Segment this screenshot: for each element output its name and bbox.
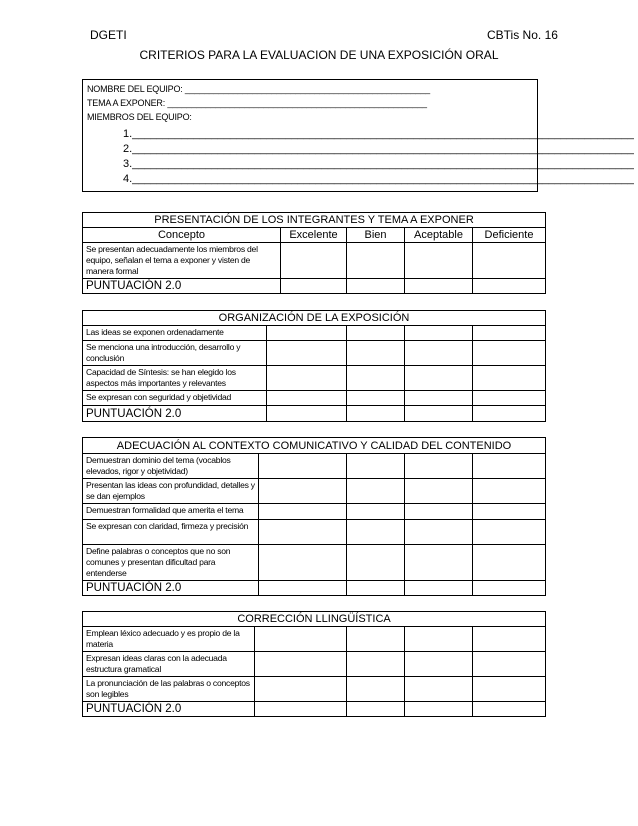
rating-cell[interactable]	[473, 479, 546, 504]
rating-cell[interactable]	[473, 627, 546, 652]
score-cell[interactable]	[405, 581, 473, 596]
rating-cell[interactable]	[255, 627, 347, 652]
rating-cell[interactable]	[347, 627, 405, 652]
page-title: CRITERIOS PARA LA EVALUACION DE UNA EXPOSICIÓN ORAL	[139, 48, 499, 62]
rating-cell[interactable]	[405, 520, 473, 545]
criterion: Se presentan adecuadamente los miembros del equipo, señalan el tema a exponer y visten de manera formal	[83, 243, 281, 279]
score-cell[interactable]	[267, 406, 347, 422]
rating-cell[interactable]	[405, 627, 473, 652]
rating-cell[interactable]	[347, 341, 405, 366]
rating-cell[interactable]	[255, 677, 347, 702]
score-label: PUNTUACIÓN 2.0	[83, 279, 281, 294]
score-cell[interactable]	[347, 581, 405, 596]
score-cell[interactable]	[473, 581, 546, 596]
criterion: La pronunciación de las palabras o conceptos son legibles	[83, 677, 255, 702]
criterion: Se expresan con seguridad y objetividad	[83, 391, 267, 406]
rating-cell[interactable]	[259, 520, 347, 545]
rating-cell[interactable]	[405, 652, 473, 677]
score-cell[interactable]	[405, 279, 473, 294]
rating-cell[interactable]	[473, 391, 546, 406]
section-correccion	[82, 611, 546, 717]
rating-cell[interactable]	[473, 243, 546, 279]
rating-cell[interactable]	[255, 652, 347, 677]
rating-cell[interactable]	[259, 545, 347, 581]
rating-cell[interactable]	[473, 341, 546, 366]
rating-cell[interactable]	[267, 341, 347, 366]
section-title: ADECUACIÓN AL CONTEXTO COMUNICATIVO Y CALIDAD DEL CONTENIDO	[83, 438, 546, 454]
section-adecuacion	[82, 437, 546, 596]
score-label: PUNTUACIÓN 2.0	[83, 702, 255, 717]
criterion: Expresan ideas claras con la adecuada estructura gramatical	[83, 652, 255, 677]
rating-cell[interactable]	[259, 504, 347, 520]
rating-cell[interactable]	[405, 391, 473, 406]
member-2-field[interactable]: 2.__________________________________________________________________________________	[123, 143, 634, 155]
rating-cell[interactable]	[347, 545, 405, 581]
rating-cell[interactable]	[347, 454, 405, 479]
column-deficiente: Deficiente	[473, 228, 546, 243]
rating-cell[interactable]	[347, 366, 405, 391]
rating-cell[interactable]	[347, 391, 405, 406]
rating-cell[interactable]	[405, 454, 473, 479]
rating-cell[interactable]	[405, 677, 473, 702]
score-cell[interactable]	[473, 279, 546, 294]
rating-cell[interactable]	[347, 504, 405, 520]
column-bien: Bien	[347, 228, 405, 243]
rating-cell[interactable]	[347, 479, 405, 504]
rating-cell[interactable]	[405, 479, 473, 504]
score-cell[interactable]	[473, 406, 546, 422]
rating-cell[interactable]	[405, 366, 473, 391]
rating-cell[interactable]	[405, 545, 473, 581]
rating-cell[interactable]	[267, 326, 347, 341]
section-organizacion	[82, 310, 546, 422]
rating-cell[interactable]	[405, 243, 473, 279]
section-title: ORGANIZACIÓN DE LA EXPOSICIÓN	[83, 311, 546, 326]
section-title: CORRECCIÓN LLINGÜÍSTICA	[83, 612, 546, 627]
score-label: PUNTUACIÓN 2.0	[83, 406, 267, 422]
criterion: Las ideas se exponen ordenadamente	[83, 326, 267, 341]
header-left: DGETI	[90, 28, 127, 42]
score-label: PUNTUACIÓN 2.0	[83, 581, 259, 596]
rating-cell[interactable]	[259, 454, 347, 479]
rating-cell[interactable]	[347, 677, 405, 702]
score-cell[interactable]	[347, 279, 405, 294]
rating-cell[interactable]	[347, 520, 405, 545]
score-cell[interactable]	[405, 702, 473, 717]
score-cell[interactable]	[347, 702, 405, 717]
header-right: CBTis No. 16	[487, 28, 558, 42]
score-cell[interactable]	[281, 279, 347, 294]
rating-cell[interactable]	[473, 652, 546, 677]
criterion: Demuestran dominio del tema (vocablos elevados, rigor y objetividad)	[83, 454, 259, 479]
member-3-field[interactable]: 3.__________________________________________________________________________________	[123, 158, 634, 170]
rating-cell[interactable]	[281, 243, 347, 279]
rating-cell[interactable]	[405, 504, 473, 520]
rating-cell[interactable]	[267, 366, 347, 391]
column-concepto: Concepto	[83, 228, 281, 243]
score-cell[interactable]	[259, 581, 347, 596]
member-1-field[interactable]: 1.__________________________________________________________________________________	[123, 128, 634, 140]
score-cell[interactable]	[255, 702, 347, 717]
rating-cell[interactable]	[347, 652, 405, 677]
criterion: Presentan las ideas con profundidad, detalles y se dan ejemplos	[83, 479, 259, 504]
criterion: Emplean léxico adecuado y es propio de la materia	[83, 627, 255, 652]
members-label: MIEMBROS DEL EQUIPO:	[87, 112, 192, 122]
rating-cell[interactable]	[347, 326, 405, 341]
column-aceptable: Aceptable	[405, 228, 473, 243]
team-info-box	[82, 79, 634, 192]
score-cell[interactable]	[347, 406, 405, 422]
rating-cell[interactable]	[473, 520, 546, 545]
rating-cell[interactable]	[405, 326, 473, 341]
score-cell[interactable]	[405, 406, 473, 422]
rating-cell[interactable]	[259, 479, 347, 504]
criterion: Se expresan con claridad, firmeza y precisión	[83, 520, 259, 545]
section-presentacion	[82, 212, 546, 294]
rating-cell[interactable]	[473, 366, 546, 391]
member-4-field[interactable]: 4.__________________________________________________________________________________	[123, 173, 634, 185]
rating-cell[interactable]	[267, 391, 347, 406]
rating-cell[interactable]	[473, 454, 546, 479]
topic-field[interactable]: TEMA A EXPONER: ______________________________________________________	[87, 98, 427, 108]
rating-cell[interactable]	[473, 326, 546, 341]
column-excelente: Excelente	[281, 228, 347, 243]
criterion: Demuestran formalidad que amerita el tema	[83, 504, 259, 520]
rating-cell[interactable]	[347, 243, 405, 279]
rating-cell[interactable]	[473, 677, 546, 702]
section-title: PRESENTACIÓN DE LOS INTEGRANTES Y TEMA A EXPONER	[83, 213, 546, 228]
rating-cell[interactable]	[473, 545, 546, 581]
rating-cell[interactable]	[473, 504, 546, 520]
team-name-field[interactable]: NOMBRE DEL EQUIPO: ___________________________________________________	[87, 84, 430, 94]
score-cell[interactable]	[473, 702, 546, 717]
criterion: Define palabras o conceptos que no son comunes y presentan dificultad para entenderse	[83, 545, 259, 581]
rating-cell[interactable]	[405, 341, 473, 366]
criterion: Capacidad de Síntesis: se han elegido los aspectos más importantes y relevantes	[83, 366, 267, 391]
criterion: Se menciona una introducción, desarrollo y conclusión	[83, 341, 267, 366]
